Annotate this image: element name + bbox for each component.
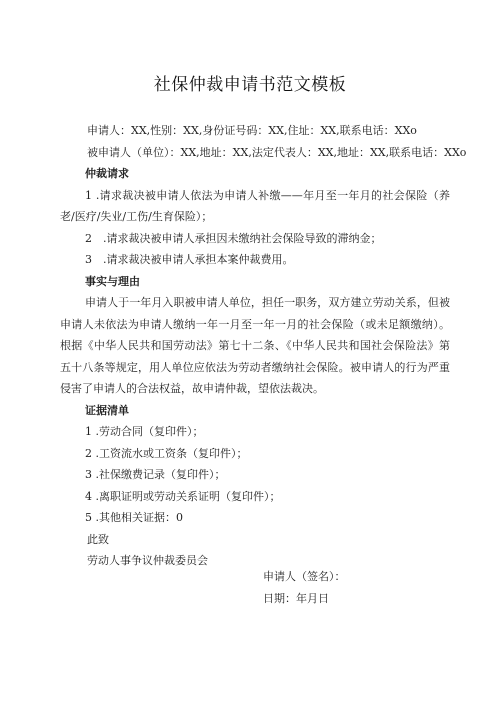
respondent-line: 被申请人（单位）：XX,地址：XX,法定代表人：XX,地址：XX,联系电话：XXo [87, 145, 467, 159]
applicant-line: 申请人：XX,性别：XX,身份证号码：XX,住址：XX,联系电话：XXo [87, 124, 417, 137]
date-line: 日期：年月日 [263, 592, 329, 605]
document-body [60, 120, 467, 572]
evidence-item-5: 5 .其他相关证据：0 [85, 511, 183, 524]
evidence-item-2: 2 .工资流水或工资条（复印件）； [85, 446, 248, 460]
requests-heading: 仲裁请求 [85, 167, 129, 180]
evidence-item-3: 3 .社保缴费记录（复印件）； [85, 468, 226, 481]
closing-text: 此致 [87, 532, 109, 546]
evidence-item-1: 1 .劳动合同（复印件）； [85, 425, 204, 438]
recipient-text: 劳动人事争议仲裁委员会 [87, 554, 208, 567]
request-item-3: 3 .请求裁决被申请人承担本案仲裁费用。 [85, 253, 294, 266]
facts-heading: 事实与理由 [85, 274, 140, 288]
request-item-1: 1 .请求裁决被申请人依法为申请人补缴——年月至一年月的社会保险（养老/医疗/失业/工伤/生育保险）； [60, 188, 450, 223]
request-item-2: 2 .请求裁决被申请人承担因未缴纳社会保险导致的滞纳金； [85, 231, 382, 245]
facts-paragraph: 申请人于一年月入职被申请人单位，担任一职务，双方建立劳动关系，但被申请人未依法为申请人缴纳一年一月至一年一月的社会保险（或未足额缴纳）。根据《中华人民共和国劳动法》第七十二条、《中华人民共和国社会保险法》第五十八条等规定，用人单位应依法为劳动者缴纳社会保险。被申请人的行为严重侵害了申请人的合法权益，故申请仲裁，望依法裁决。 [60, 296, 450, 395]
evidence-item-4: 4 .离职证明或劳动关系证明（复印件）； [85, 489, 281, 503]
signature-line: 申请人（签名）： [263, 570, 346, 583]
document-title: 社保仲裁申请书范文模板 [153, 75, 347, 95]
evidence-heading: 证据清单 [85, 403, 129, 417]
